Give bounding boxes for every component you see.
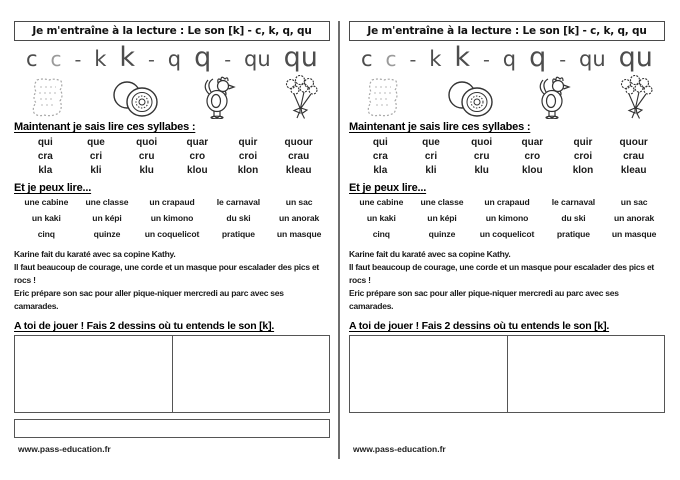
parchment-image xyxy=(28,77,68,119)
letter-c-print: c xyxy=(361,47,373,71)
word-cell: un sac xyxy=(620,197,648,207)
letter-separator: - xyxy=(224,49,232,71)
letter-q-large: q xyxy=(529,42,547,73)
word-cell: une classe xyxy=(85,197,129,207)
drawing-cell-left xyxy=(15,336,173,412)
words-grid xyxy=(349,197,665,239)
word-cell: un masque xyxy=(611,229,657,239)
letter-c-cursive: c xyxy=(50,47,62,71)
word-cell: quinze xyxy=(428,229,456,239)
word-cell: un kimono xyxy=(150,213,194,223)
activity-heading: A toi de jouer ! Fais 2 dessins où tu entends le son [k]. xyxy=(14,320,275,332)
syllable-cell: que xyxy=(422,137,440,148)
sentence-line: Eric prépare son sac pour aller pique-niquer mercredi au parc avec ses camarades. xyxy=(349,288,619,311)
kiwi-image xyxy=(109,79,161,119)
illustrations-row xyxy=(349,77,665,119)
syllable-cell: kli xyxy=(425,165,437,176)
drawing-cell-right xyxy=(508,336,665,412)
syllable-cell: quoi xyxy=(471,137,493,148)
syllables-heading: Maintenant je sais lire ces syllabes : xyxy=(349,121,531,133)
syllable-cell: klou xyxy=(522,165,543,176)
syllable-cell: cra xyxy=(372,151,388,162)
word-cell: cinq xyxy=(372,229,390,239)
word-cell: un coquelicot xyxy=(144,229,200,239)
word-cell: cinq xyxy=(37,229,55,239)
footer-url: www.pass-education.fr xyxy=(353,444,446,454)
word-cell: un crapaud xyxy=(484,197,530,207)
syllable-cell: klon xyxy=(572,165,594,176)
drawing-box xyxy=(349,335,665,413)
rooster-image xyxy=(201,75,239,119)
syllable-cell: quour xyxy=(619,137,648,148)
word-cell: un crapaud xyxy=(149,197,195,207)
word-cell: du ski xyxy=(226,213,251,223)
sentence-line: Eric prépare son sac pour aller pique-niquer mercredi au parc avec ses camarades. xyxy=(14,288,284,311)
letter-k-print: k xyxy=(429,47,442,71)
illustrations-row xyxy=(14,77,330,119)
word-cell: un képi xyxy=(427,213,457,223)
letters-row xyxy=(349,43,665,73)
letter-q-print: q xyxy=(167,47,182,71)
letter-qu-large: qu xyxy=(283,42,318,73)
syllable-cell: crau xyxy=(288,151,310,162)
syllable-cell: kla xyxy=(373,165,388,176)
words-grid xyxy=(14,197,330,239)
syllable-cell: klu xyxy=(139,165,154,176)
syllable-cell: cro xyxy=(189,151,206,162)
syllable-cell: klon xyxy=(237,165,259,176)
syllable-cell: kleau xyxy=(620,165,647,176)
letters-row xyxy=(14,43,330,73)
letter-separator: - xyxy=(559,49,567,71)
worksheet-title: Je m'entraîne à la lecture : Le son [k] - c, k, q, qu xyxy=(14,21,330,41)
syllable-cell: cri xyxy=(424,151,438,162)
word-cell: un masque xyxy=(276,229,322,239)
letter-q-large: q xyxy=(194,42,212,73)
syllable-cell: kleau xyxy=(285,165,312,176)
kiwi-image xyxy=(444,79,496,119)
sentence-line: Karine fait du karaté avec sa copine Kathy. xyxy=(14,249,176,259)
drawing-cell-right xyxy=(173,336,330,412)
syllable-cell: cra xyxy=(37,151,53,162)
syllables-grid xyxy=(349,137,665,176)
syllable-cell: cru xyxy=(473,151,490,162)
letter-c-cursive: c xyxy=(385,47,397,71)
sentence-line: Il faut beaucoup de courage, une corde et un masque pour escalader des pics et rocs ! xyxy=(349,262,655,285)
syllable-cell: klou xyxy=(187,165,208,176)
syllable-cell: kla xyxy=(38,165,53,176)
syllable-cell: quar xyxy=(521,137,544,148)
word-cell: un kimono xyxy=(485,213,529,223)
word-cell: un anorak xyxy=(614,213,655,223)
letter-qu-print: qu xyxy=(579,47,606,71)
syllable-cell: crau xyxy=(623,151,645,162)
word-cell: pratique xyxy=(221,229,255,239)
column-divider xyxy=(338,21,340,459)
word-cell: le carnaval xyxy=(216,197,261,207)
syllables-grid xyxy=(14,137,330,176)
word-cell: quinze xyxy=(93,229,121,239)
word-cell: une classe xyxy=(420,197,464,207)
syllable-cell: quir xyxy=(238,137,258,148)
word-cell: un sac xyxy=(285,197,313,207)
syllable-cell: quir xyxy=(573,137,593,148)
worksheet-right xyxy=(349,21,665,454)
letter-k-large: k xyxy=(454,42,471,73)
bouquet-image xyxy=(280,75,320,119)
word-cell: pratique xyxy=(556,229,590,239)
letter-k-print: k xyxy=(94,47,107,71)
sentence-line: Karine fait du karaté avec sa copine Kathy. xyxy=(349,249,511,259)
worksheet-title: Je m'entraîne à la lecture : Le son [k] - c, k, q, qu xyxy=(349,21,665,41)
letter-separator: - xyxy=(147,49,155,71)
word-cell: un anorak xyxy=(279,213,320,223)
syllable-cell: qui xyxy=(372,137,388,148)
letter-qu-large: qu xyxy=(618,42,653,73)
worksheet-left xyxy=(14,21,330,454)
letter-qu-print: qu xyxy=(244,47,271,71)
syllable-cell: kli xyxy=(90,165,102,176)
footer-url: www.pass-education.fr xyxy=(18,444,111,454)
letter-separator: - xyxy=(482,49,490,71)
letter-q-print: q xyxy=(502,47,517,71)
letter-k-large: k xyxy=(119,42,136,73)
syllable-cell: croi xyxy=(573,151,593,162)
syllable-cell: quar xyxy=(186,137,209,148)
syllables-heading: Maintenant je sais lire ces syllabes : xyxy=(14,121,196,133)
reading-sentences xyxy=(349,248,665,313)
word-cell: un coquelicot xyxy=(479,229,535,239)
words-heading: Et je peux lire... xyxy=(349,182,427,194)
syllable-cell: cru xyxy=(138,151,155,162)
activity-heading: A toi de jouer ! Fais 2 dessins où tu entends le son [k]. xyxy=(349,320,610,332)
syllable-cell: croi xyxy=(238,151,258,162)
words-heading: Et je peux lire... xyxy=(14,182,92,194)
syllable-cell: cri xyxy=(89,151,103,162)
answer-line-box xyxy=(14,419,330,438)
word-cell: un képi xyxy=(92,213,122,223)
word-cell: un kaki xyxy=(31,213,61,223)
drawing-box xyxy=(14,335,330,413)
parchment-image xyxy=(363,77,403,119)
syllable-cell: qui xyxy=(37,137,53,148)
sentence-line: Il faut beaucoup de courage, une corde et un masque pour escalader des pics et rocs ! xyxy=(14,262,320,285)
letter-separator: - xyxy=(409,49,417,71)
syllable-cell: cro xyxy=(524,151,541,162)
word-cell: du ski xyxy=(561,213,586,223)
letter-c-print: c xyxy=(26,47,38,71)
word-cell: un kaki xyxy=(366,213,396,223)
syllable-cell: que xyxy=(87,137,105,148)
drawing-cell-left xyxy=(350,336,508,412)
syllable-cell: quour xyxy=(284,137,313,148)
reading-sentences xyxy=(14,248,330,313)
syllable-cell: klu xyxy=(474,165,489,176)
word-cell: le carnaval xyxy=(551,197,596,207)
bouquet-image xyxy=(615,75,655,119)
rooster-image xyxy=(536,75,574,119)
word-cell: une cabine xyxy=(24,197,69,207)
word-cell: une cabine xyxy=(359,197,404,207)
letter-separator: - xyxy=(74,49,82,71)
syllable-cell: quoi xyxy=(136,137,158,148)
